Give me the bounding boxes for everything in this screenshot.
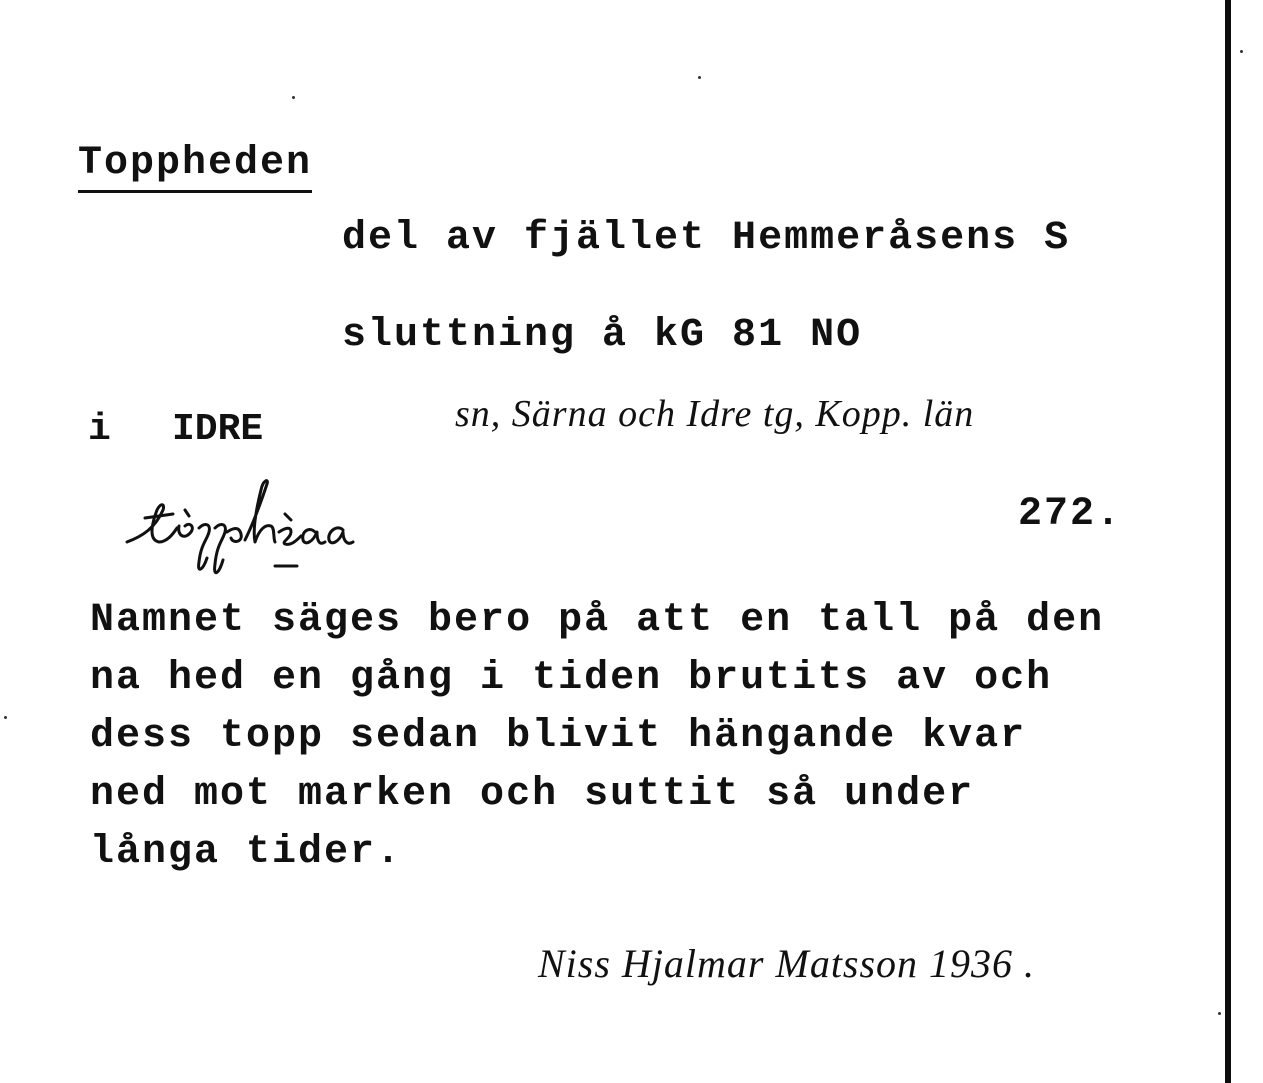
card-number: 272. [1018, 492, 1123, 537]
scan-speck [698, 76, 701, 79]
body-line: na hed en gång i tiden brutits av och [90, 656, 1053, 701]
description-line-2: sluttning å kG 81 NO [342, 313, 863, 358]
parish-prefix: i [88, 408, 113, 451]
body-line: ned mot marken och suttit så under [90, 772, 975, 817]
scan-speck [1240, 50, 1243, 53]
parish-name: IDRE [172, 408, 264, 451]
scan-speck [4, 716, 7, 719]
printed-location: sn, Särna och Idre tg, Kopp. län [455, 393, 975, 435]
body-text [90, 592, 1104, 882]
scan-speck [292, 96, 295, 99]
signature: Niss Hjalmar Matsson 1936 . [538, 941, 1036, 986]
card-edge-line [1225, 0, 1231, 1083]
body-line: Namnet säges bero på att en tall på den [90, 598, 1105, 643]
scan-speck [1218, 1012, 1221, 1015]
body-line: dess topp sedan blivit hängande kvar [90, 714, 1027, 759]
description-line-1: del av fjället Hemmeråsens S [342, 216, 1071, 261]
headword: Toppheden [78, 140, 312, 193]
body-line: långa tider. [90, 830, 403, 875]
handwritten-pronunciation [115, 470, 385, 590]
